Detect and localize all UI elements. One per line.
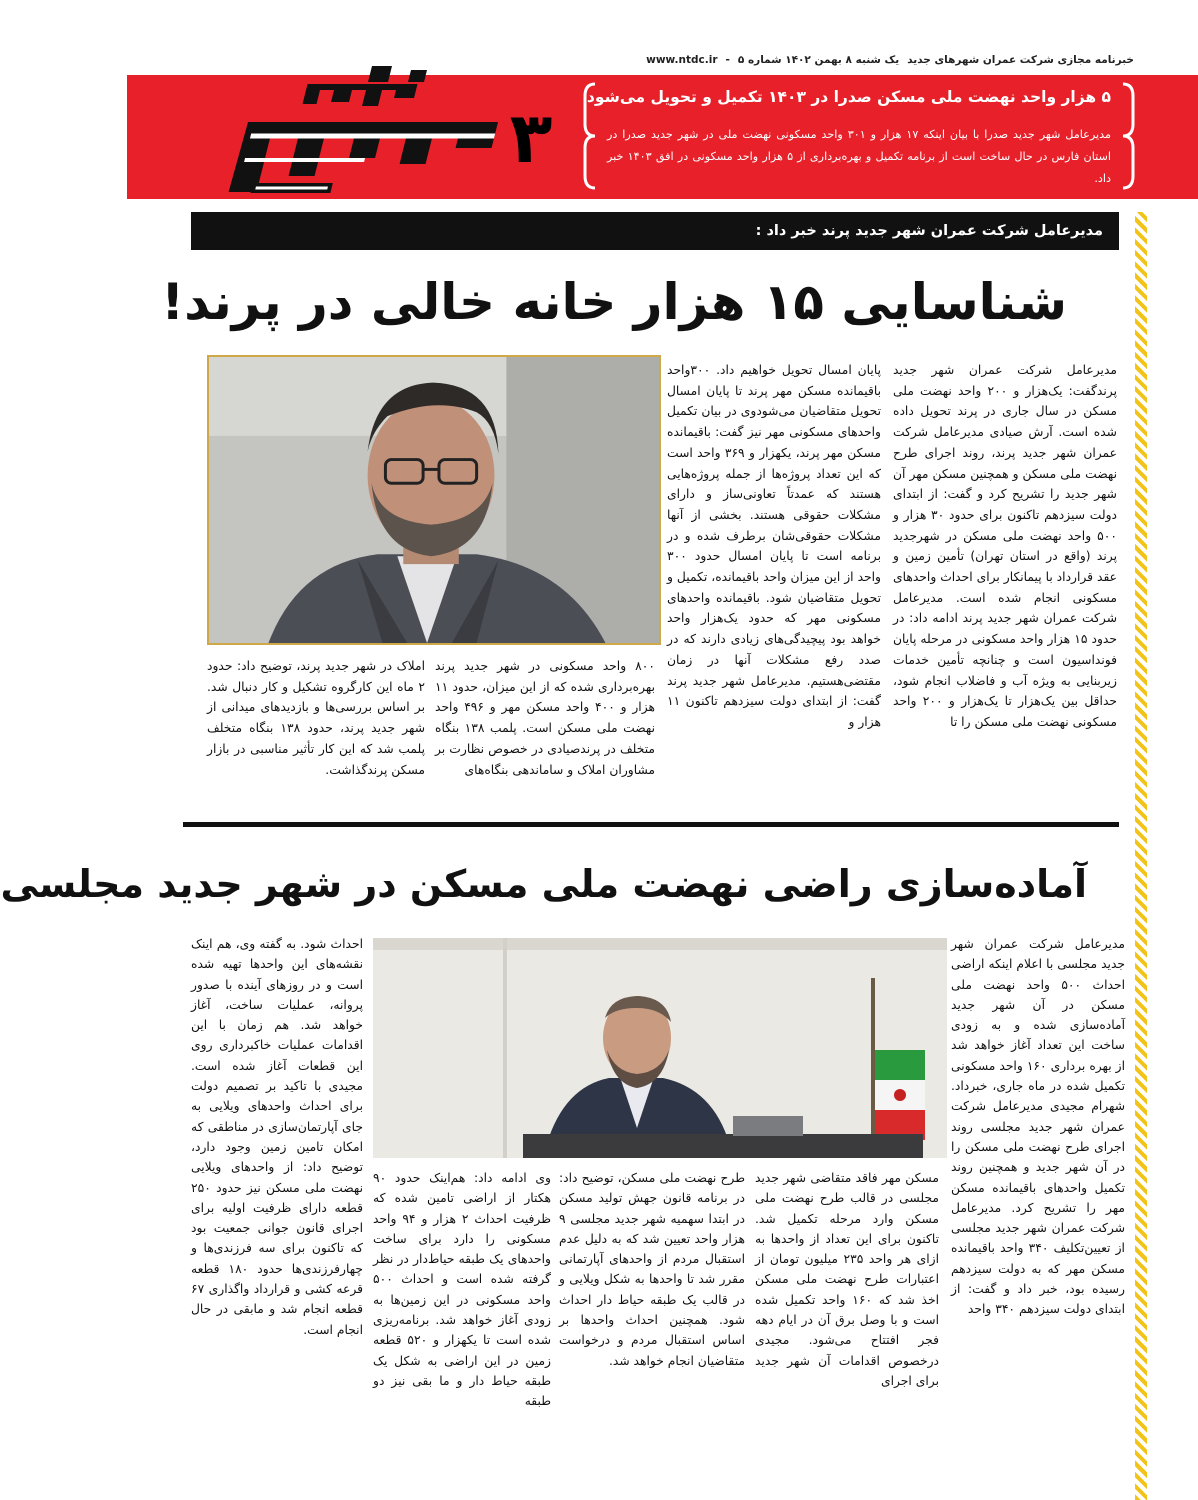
article2-column-4-text: وی ادامه داد: هم‌اینک حدود ۹۰ هکتار از اراضی تامین شده که ظرفیت احداث ۲ هزار و ۹۴ واحد مسکونی را دارد برای ساخت واحدهای یک طبقه حیاط‌دار در نظر گرفته شده است و احداث ۵۰۰ واحد مسکونی در این زمین‌ها به زودی آغاز خواهد شد. برنامه‌ریزی شده است تا یکهزار و ۵۲۰ قطعه زمین در این اراضی به شکل یک طبقه حیاط دار و ما بقی نیز دو طبقه — [373, 1171, 551, 1409]
article2-column-1-text: مدیرعامل شرکت عمران شهر جدید مجلسی با اعلام اینکه اراضی احداث ۵۰۰ واحد نهضت ملی مسکن در آن شهر جدید آماده‌سازی شده و به زودی ساخت این تعداد آغاز خواهد شد از بهره برداری ۱۶۰ واحد مسکونی تکمیل شده در ماه جاری، خبرداد. شهرام مجیدی مدیرعامل شرکت عمران شهر جدید مجلسی روند اجرای طرح نهضت ملی مسکن را در آن شهر جدید و همچنین روند تکمیل واحدهای باقیمانده مسکن مهر را تشریح کرد. مدیرعامل شرکت عمران شهر جدید مجلسی از تعیین‌تکلیف ۳۴۰ واحد باقیمانده مسکن مهر که به دولت سیزدهم رسیده بود، خبر داد و گفت: از ابتدای دولت سیزدهم ۳۴۰ واحد — [951, 937, 1126, 1317]
website-link[interactable]: www.ntdc.ir — [646, 54, 718, 66]
page-number: ۳ — [509, 97, 553, 179]
article1-column-4 — [207, 656, 425, 832]
teaser-text: مدیرعامل شهر جدید صدرا با بیان اینکه ۱۷ هزار و ۳۰۱ واحد مسکونی نهضت ملی در شهر جدید صدرا در استان فارس در حال ساخت است از برنامه تکمیل و بهره‌برداری از ۵ هزار واحد مسکونی در افق ۱۴۰۳ خبر داد. — [607, 128, 1111, 185]
side-decoration-bar — [1135, 212, 1147, 1500]
brace-right-icon — [1119, 80, 1139, 192]
article1-column-1 — [893, 360, 1117, 832]
section-divider — [183, 822, 1119, 827]
article1-column-2-text: پایان امسال تحویل خواهیم داد. ۳۰۰واحد باقیمانده مسکن مهر پرند تا پایان امسال تحویل متقاضیان می‌شودوی در بیان تکمیل واحدهای مسکونی مهر نیز گفت: باقیمانده مسکن مهر پرند، یکهزار و ۳۶۹ واحد است که این تعداد پروژه‌ها از جمله پروژه‌هایی هستند که عمدتاً تعاونی‌ساز و دارای مشکلات حقوقی هستند. بخشی از آنها مشکلات حقوقی‌شان برطرف شده و در برنامه است تا پایان امسال حدود ۳۰۰ واحد از این میزان واحد باقیمانده، تکمیل و تحویل متقاضیان شود. باقیمانده واحدهای مسکونی مهر که حدود یک‌هزار واحد خواهد بود پیچیدگی‌های زیادی دارند که در صدد رفع مشکلات آنها در زمان مقتضی‌هستیم. مدیرعامل شهر جدید پرند گفت: از ابتدای دولت سیزدهم تاکنون ۱۱ هزار و — [667, 363, 881, 729]
article1-photo — [207, 355, 661, 645]
article1-column-3 — [435, 656, 655, 832]
article2-column-3-text: طرح نهضت ملی مسکن، توضیح داد: در برنامه قانون جهش تولید مسکن در ابتدا سهمیه شهر جدید مجلسی ۹ هزار واحد تعیین شد که به دلیل عدم استقبال مردم از واحدهای آپارتمانی مقرر شد تا واحدها به شکل ویلایی و در قالب یک طبقه حیاط دار احداث شود. همچنین احداث واحدها بر اساس استقبال مردم و درخواست متقاضیان انجام خواهد شد. — [559, 1171, 745, 1368]
article1-kicker: مدیرعامل شرکت عمران شهر جدید پرند خبر داد : — [191, 212, 1119, 250]
article1-column-1-text: مدیرعامل شرکت عمران شهر جدید پرندگفت: یک‌هزار و ۲۰۰ واحد نهضت ملی مسکن در سال جاری در پرند تحویل داده شده است. آرش صیادی مدیرعامل شرکت عمران شهر جدید پرند، روند اجرای طرح نهضت ملی مسکن و همچنین مسکن مهر آن شهر جدید را تشریح کرد و گفت: از ابتدای دولت سیزدهم تاکنون برای حدود ۳۰ هزار و ۵۰۰ واحد نهضت ملی مسکن در شهرجدید پرند (واقع در استان تهران) تأمین زمین و عقد قرارداد با پیمانکار برای احداث واحدهای مسکونی انجام شده است. مدیرعامل شرکت عمران شهر جدید پرند ادامه داد: در حدود ۱۵ هزار واحد مسکونی در مرحله پایان فونداسیون است و چنانچه تأمین خدمات زیربنایی به ویژه آب و فاضلاب انجام شود، حداقل بین یک‌هزار تا یک‌هزار و ۲۰۰ واحد مسکونی نهضت ملی مسکن را تا — [893, 363, 1118, 729]
article2-photo — [373, 938, 947, 1158]
teaser-title[interactable]: ۵ هزار واحد نهضت ملی مسکن صدرا در ۱۴۰۳ تکمیل و تحویل می‌شود — [586, 88, 1111, 106]
article1-column-4-text: املاک در شهر جدید پرند، توضیح داد: حدود ۲ ماه این کارگروه تشکیل و کار دنبال شد. بر اساس بررسی‌ها و بازدیدهای میدانی از شهر جدید پرند، حدود ۱۳۸ بنگاه متخلف پلمب شد که این کار تأثیر مناسبی در بازار مسکن پرندگذاشت. — [207, 659, 425, 777]
article2-column-5-text: احداث شود. به گفته وی، هم اینک نقشه‌های این واحدها تهیه شده است و در روزهای آینده با صدور پروانه، عملیات ساخت، آغاز خواهد شد. هم زمان با این اقدامات عملیات خاکبرداری روی این قطعات آغاز شده است. مجیدی با تاکید بر تصمیم دولت برای احداث واحدهای ویلایی به جای آپارتمان‌سازی در مناطقی که امکان تامین زمین وجود دارد، توضیح داد: از واحدهای ویلایی نهضت ملی مسکن نیز حدود ۲۵۰ قطعه دارای ظرفیت اولیه برای اجرای قانون جوانی جمعیت بود که تاکنون برای سه فرزندی‌ها و چهارفرزندی‌ها حدود ۱۸۰ قطعه قرعه کشی و قرارداد واگذاری ۶۷ قطعه انجام شد و مابقی در حال انجام است. — [191, 937, 363, 1337]
shahr-jadid-logo — [223, 62, 493, 202]
teaser-box — [579, 80, 1139, 192]
article2-column-2 — [755, 1168, 939, 1444]
article2-column-3 — [559, 1168, 745, 1444]
article2-column-5 — [191, 934, 363, 1444]
issue-date: یک شنبه ۸ بهمن ۱۴۰۲ شماره ۵ — [737, 54, 900, 66]
article2-column-2-text: مسکن مهر فاقد متقاضی شهر جدید مجلسی در قالب طرح نهضت ملی مسکن وارد مرحله تکمیل شد. تاکنون برای این تعداد از واحدها به ازای هر واحد ۲۳۵ میلیون تومان از اعتبارات طرح نهضت ملی مسکن اخذ شد که ۱۶۰ واحد تکمیل شده است و با وصل برق آن در ایام دهه فجر افتتاح می‌شود. مجیدی درخصوص اقدامات آن شهر جدید برای اجرای — [755, 1171, 940, 1388]
article2-column-4 — [373, 1168, 551, 1444]
top-strip: خبرنامه مجازی شرکت عمران شهرهای جدید یک شنبه ۸ بهمن ۱۴۰۲ شماره ۵ - www.ntdc.ir — [444, 54, 1134, 72]
newsletter-name: خبرنامه مجازی شرکت عمران شهرهای جدید — [907, 54, 1134, 66]
article1-column-2 — [667, 360, 881, 832]
article1-column-3-text: ۸۰۰ واحد مسکونی در شهر جدید پرند بهره‌برداری شده که از این میزان، حدود ۱۱ هزار و ۴۰۰ واحد مسکن مهر و ۴۹۶ واحد نهضت ملی مسکن است. پلمب ۱۳۸ بنگاه متخلف در پرندصیادی در خصوص نظارت بر مشاوران املاک و ساماندهی بنگاه‌های — [435, 659, 655, 777]
article2-headline[interactable]: آماده‌سازی راضی نهضت ملی مسکن در شهر جدید مجلسی — [0, 862, 1087, 906]
article2-column-1 — [951, 934, 1125, 1444]
article1-headline[interactable]: شناسایی ۱۵ هزار خانه خالی در پرند! — [161, 273, 1067, 331]
